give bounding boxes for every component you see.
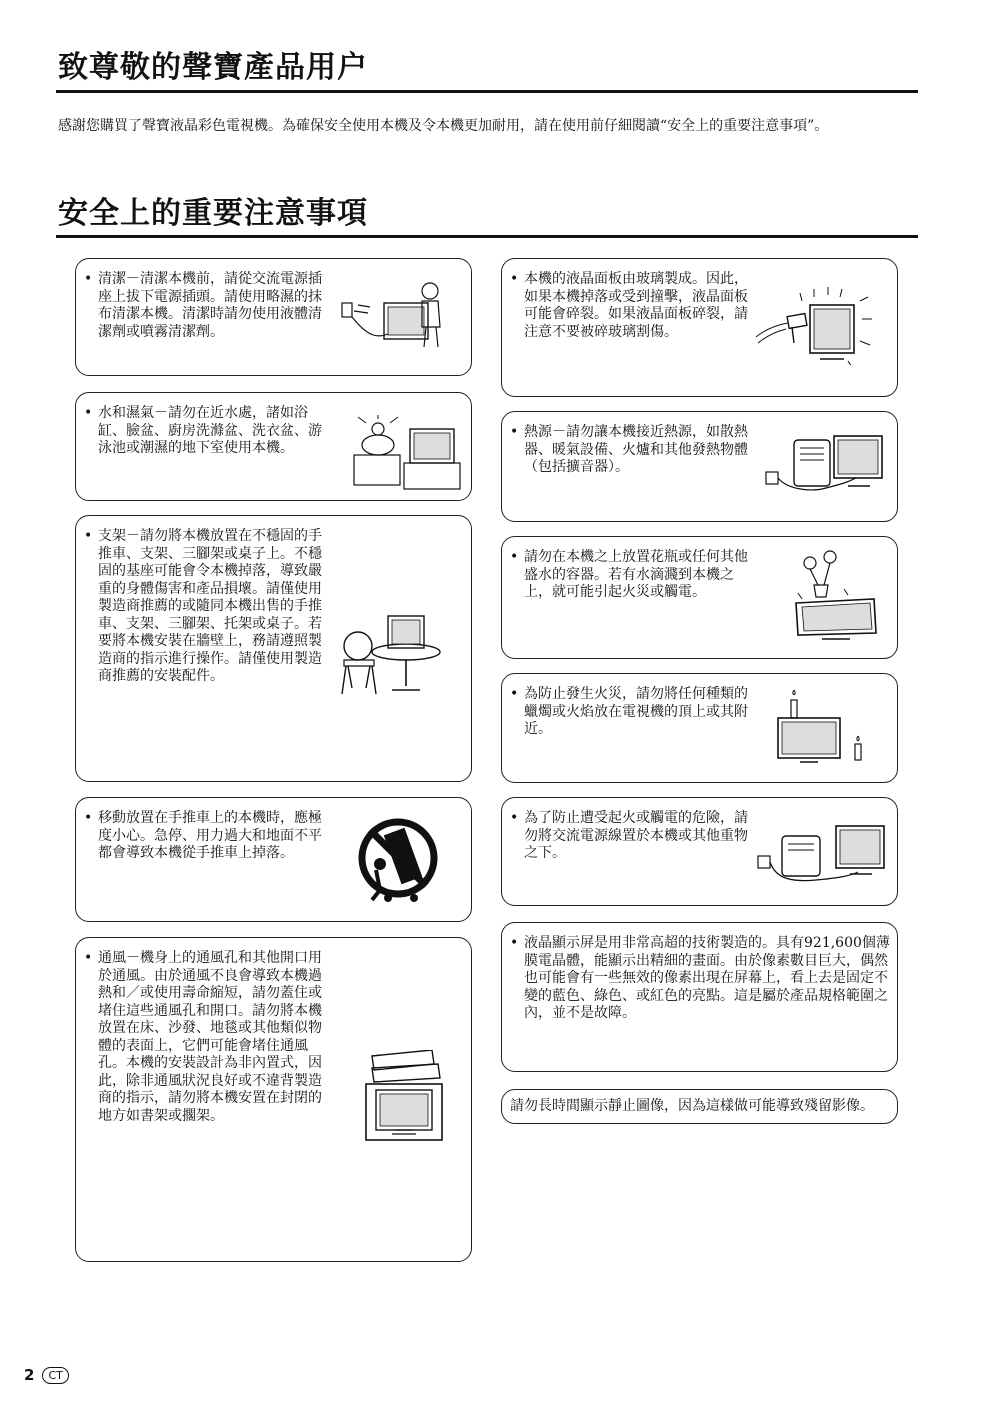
notice-text: 請勿長時間顯示靜止圖像，因為這樣做可能導致殘留影像。 [510,1098,874,1114]
intro-paragraph: 感謝您購買了聲寶液晶彩色電視機。為確保安全使用本機及令本機更加耐用，請在使用前仔細閱讀“安全上的重要注意事項”。 [58,118,829,134]
notice-text: • 熱源－請勿讓本機接近熱源，如散熱器、暖氣設備、火爐和其他發熱物體（包括擴音器）。 [510,424,754,477]
page-footer [24,1366,69,1384]
notice-ventilation [75,937,472,1262]
power-cord-illustration [754,822,888,892]
notice-cart [75,797,472,922]
notice-text: • 水和濕氣－請勿在近水處，諸如浴缸、臉盆、廚房洗滌盆、洗衣盆、游泳池或潮濕的地下室使用本機。 [84,405,328,458]
region-badge: CT [42,1367,68,1384]
notice-lcd-pixels [501,922,898,1072]
notice-text: • 為了防止遭受起火或觸電的危險，請勿將交流電源線置於本機或其他重物之下。 [510,810,754,863]
bookshelf-ventilation-illustration [362,1050,446,1145]
notice-stand [75,515,472,782]
water-moisture-illustration [348,415,463,493]
candle-tv-illustration [772,688,872,770]
page-number: 2 [24,1366,35,1384]
notice-cleaning [75,258,472,376]
notice-text: • 支架－請勿將本機放置在不穩固的手推車、支架、三腳架或桌子上。不穩固的基座可能會令本機掉落，導致嚴重的身體傷害和產品損壞。請僅使用製造商推薦的或隨同本機出售的手推車、支架、三腳架、托架或桌子。若要將本機安裝在牆壁上，務請遵照製造商的指示進行操作。請僅使用製造商推薦的安裝配件。 [84,528,328,686]
section-title: 安全上的重要注意事項 [58,196,368,231]
broken-panel-illustration [752,285,882,365]
notice-text: • 為防止發生火災，請勿將任何種類的蠟燭或火焰放在電視機的頂上或其附近。 [510,686,754,739]
heater-illustration [762,430,888,506]
notice-text: • 液晶顯示屏是用非常高超的技術製造的。具有921,600個薄膜電晶體，能顯示出精細的畫面。由於像素數目巨大，偶然也可能會有一些無效的像素出現在屏幕上，看上去是固定不變的藍色、綠色、或紅色的亮點。這是屬於產品規格範圍之內，並不是故障。 [510,935,890,1023]
notice-candle [501,673,898,783]
no-cart-warning-icon [358,810,442,906]
notice-water [75,392,472,501]
notice-text: • 清潔－清潔本機前，請從交流電源插座上拔下電源插頭。請使用略濕的抹布清潔本機。清潔時請勿使用液體清潔劑或噴霧清潔劑。 [84,271,328,341]
notice-text: • 移動放置在手推車上的本機時，應極度小心。急停、用力過大和地面不平都會導致本機從手推車上掉落。 [84,810,328,863]
notice-lcd-glass [501,258,898,397]
notice-still-image [501,1089,898,1124]
notice-heat [501,411,898,522]
notice-vase [501,536,898,659]
stand-chair-table-illustration [334,608,446,698]
section-rule [56,235,918,238]
notice-text: • 通風－機身上的通風孔和其他開口用於通風。由於通風不良會導致本機過熱和／或使用壽命縮短，請勿蓋住或堵住這些通風孔和開口。請勿將本機放置在床、沙發、地毯或其他類似物體的表面上，它們可能會堵住通風孔。本機的安裝設計為非內置式，因此，除非通風狀況良好或不違背製造商的指示，請勿將本機安置在封閉的地方如書架或擱架。 [84,950,328,1125]
notice-text: • 請勿在本機之上放置花瓶或任何其他盛水的容器。若有水滴濺到本機之上，就可能引起火災或觸電。 [510,549,754,602]
title-rule [56,90,918,93]
notice-text: • 本機的液晶面板由玻璃製成。因此，如果本機掉落或受到撞擊，液晶面板可能會碎裂。如果液晶面板碎裂，請注意不要被碎玻璃割傷。 [510,271,754,341]
page-title: 致尊敬的聲寶產品用户 [58,50,368,85]
cleaning-illustration [338,277,443,357]
notice-power-cord [501,797,898,906]
vase-on-tv-illustration [792,549,888,649]
